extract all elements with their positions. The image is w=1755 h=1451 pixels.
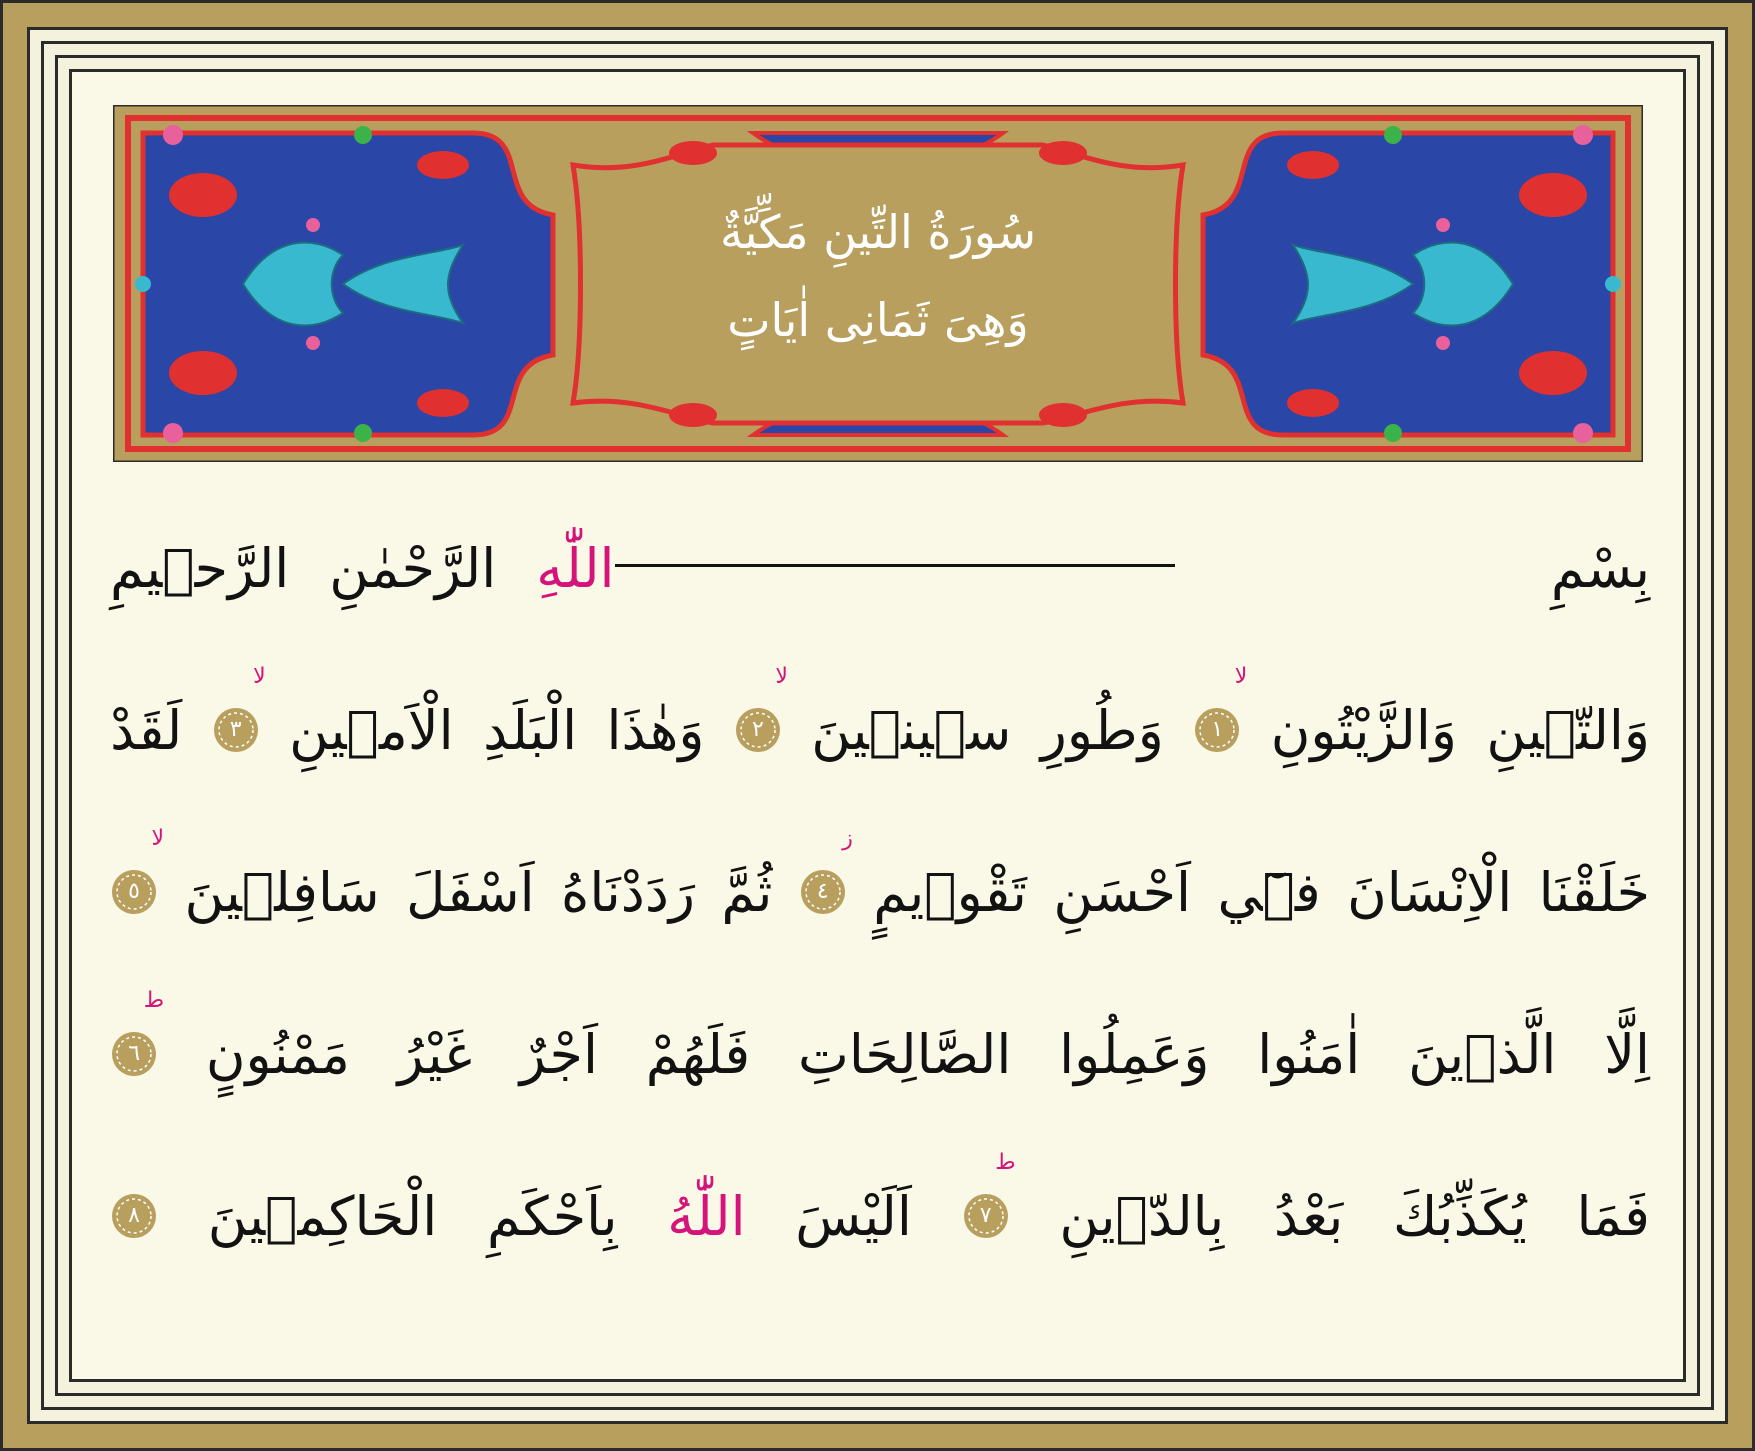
verse-word: تَقْو۪يمٍ <box>873 860 1027 924</box>
bismillah-rahman: الرَّحْمٰنِ <box>329 536 497 600</box>
verse-word: يُكَذِّبُكَ <box>1393 1184 1527 1248</box>
ayah-marker-8 <box>110 1192 158 1240</box>
verse-word: بَعْدُ <box>1273 1184 1344 1248</box>
verse-word: ثُمَّ <box>721 860 773 924</box>
verse-word: الْاِنْسَانَ <box>1347 860 1513 924</box>
verse-word: سَافِل۪ينَ <box>184 860 380 924</box>
verse-word: اٰمَنُوا <box>1257 1022 1361 1086</box>
verse-word: الْبَلَدِ <box>483 698 578 762</box>
verse-line-1 <box>110 660 1650 800</box>
verse-word: الصَّالِحَاتِ <box>798 1022 1012 1086</box>
verse-word: وَالزَّيْتُونِ <box>1270 698 1457 762</box>
verse-word: فَمَا <box>1576 1184 1650 1248</box>
ayah-marker-4 <box>799 826 853 916</box>
ayah-marker-3 <box>212 664 266 754</box>
ayah-number: ٣ <box>229 717 242 742</box>
bismillah-allah: اللّٰهِ <box>536 536 615 600</box>
illumination-ornament <box>113 105 1643 462</box>
ayah-number: ٥ <box>128 879 140 904</box>
verse-word: الْاَم۪ينِ <box>289 698 454 762</box>
bismillah-line <box>110 498 1650 638</box>
verse-word: اَسْفَلَ <box>406 860 535 924</box>
bismillah-bism: بِسْمِ <box>1550 536 1650 600</box>
verse-word: اَجْرٌ <box>519 1022 598 1086</box>
waqf-sign: ز <box>842 826 853 851</box>
verse-word: بِالدّ۪ينِ <box>1059 1184 1225 1248</box>
verse-word: وَالتّ۪ينِ <box>1486 698 1650 762</box>
waqf-sign: لا <box>775 664 788 689</box>
ayah-marker-2 <box>734 664 788 754</box>
verse-word: وَطُورِ <box>1040 698 1164 762</box>
ayah-marker-6 <box>110 988 165 1078</box>
surah-revelation-info: وَهِىَ ثَمَانِى اٰيَاتٍ <box>727 293 1029 347</box>
verse-line-2 <box>110 822 1650 962</box>
ayah-number: ٦ <box>128 1041 141 1066</box>
verse-word: اِلَّا <box>1604 1022 1650 1086</box>
verse-word: بِاَحْكَمِ <box>486 1184 618 1248</box>
verse-word-allah: اللّٰهُ <box>667 1184 746 1248</box>
verse-word: فَلَهُمْ <box>645 1022 751 1086</box>
verse-word: ف۪ٓي <box>1217 860 1321 924</box>
ayah-marker-5 <box>110 826 165 916</box>
surah-title: سُورَةُ التِّينِ مَكِّيَّةٌ <box>719 205 1037 259</box>
verse-word: وَعَمِلُوا <box>1059 1022 1210 1086</box>
verse-word: اَلَيْسَ <box>795 1184 912 1248</box>
ayah-number: ٢ <box>751 717 764 742</box>
waqf-sign: لا <box>253 664 266 689</box>
verse-word: غَيْرُ <box>397 1022 472 1086</box>
waqf-sign: لا <box>1234 664 1248 689</box>
verse-word: اَحْسَنِ <box>1053 860 1191 924</box>
ayah-marker-7 <box>962 1150 1016 1240</box>
bismillah-rahim: الرَّح۪يمِ <box>110 536 290 600</box>
ayah-number: ٨ <box>128 1203 140 1228</box>
verse-word: خَلَقْنَا <box>1538 860 1650 924</box>
surah-header-banner <box>113 105 1643 462</box>
ayah-number: ٧ <box>979 1203 992 1228</box>
bismillah-kashida-stroke <box>615 564 1175 567</box>
verse-word: لَقَدْ <box>110 698 183 762</box>
verse-word: وَهٰذَا <box>606 698 705 762</box>
waqf-sign: ط <box>995 1150 1016 1175</box>
waqf-sign: لا <box>151 826 165 851</box>
verse-word: س۪ين۪ينَ <box>811 698 1012 762</box>
waqf-sign: ط <box>143 988 165 1013</box>
ayah-number: ١ <box>1211 717 1224 742</box>
verse-line-4 <box>110 1146 1650 1286</box>
verse-line-3 <box>110 984 1650 1124</box>
verse-word: الْحَاكِم۪ينَ <box>207 1184 438 1248</box>
ayah-marker-1 <box>1193 664 1248 754</box>
ayah-number: ٤ <box>816 879 829 904</box>
verse-word: رَدَدْنَاهُ <box>561 860 695 924</box>
verse-word: الَّذ۪ينَ <box>1408 1022 1557 1086</box>
verse-word: مَمْنُونٍ <box>205 1022 350 1086</box>
